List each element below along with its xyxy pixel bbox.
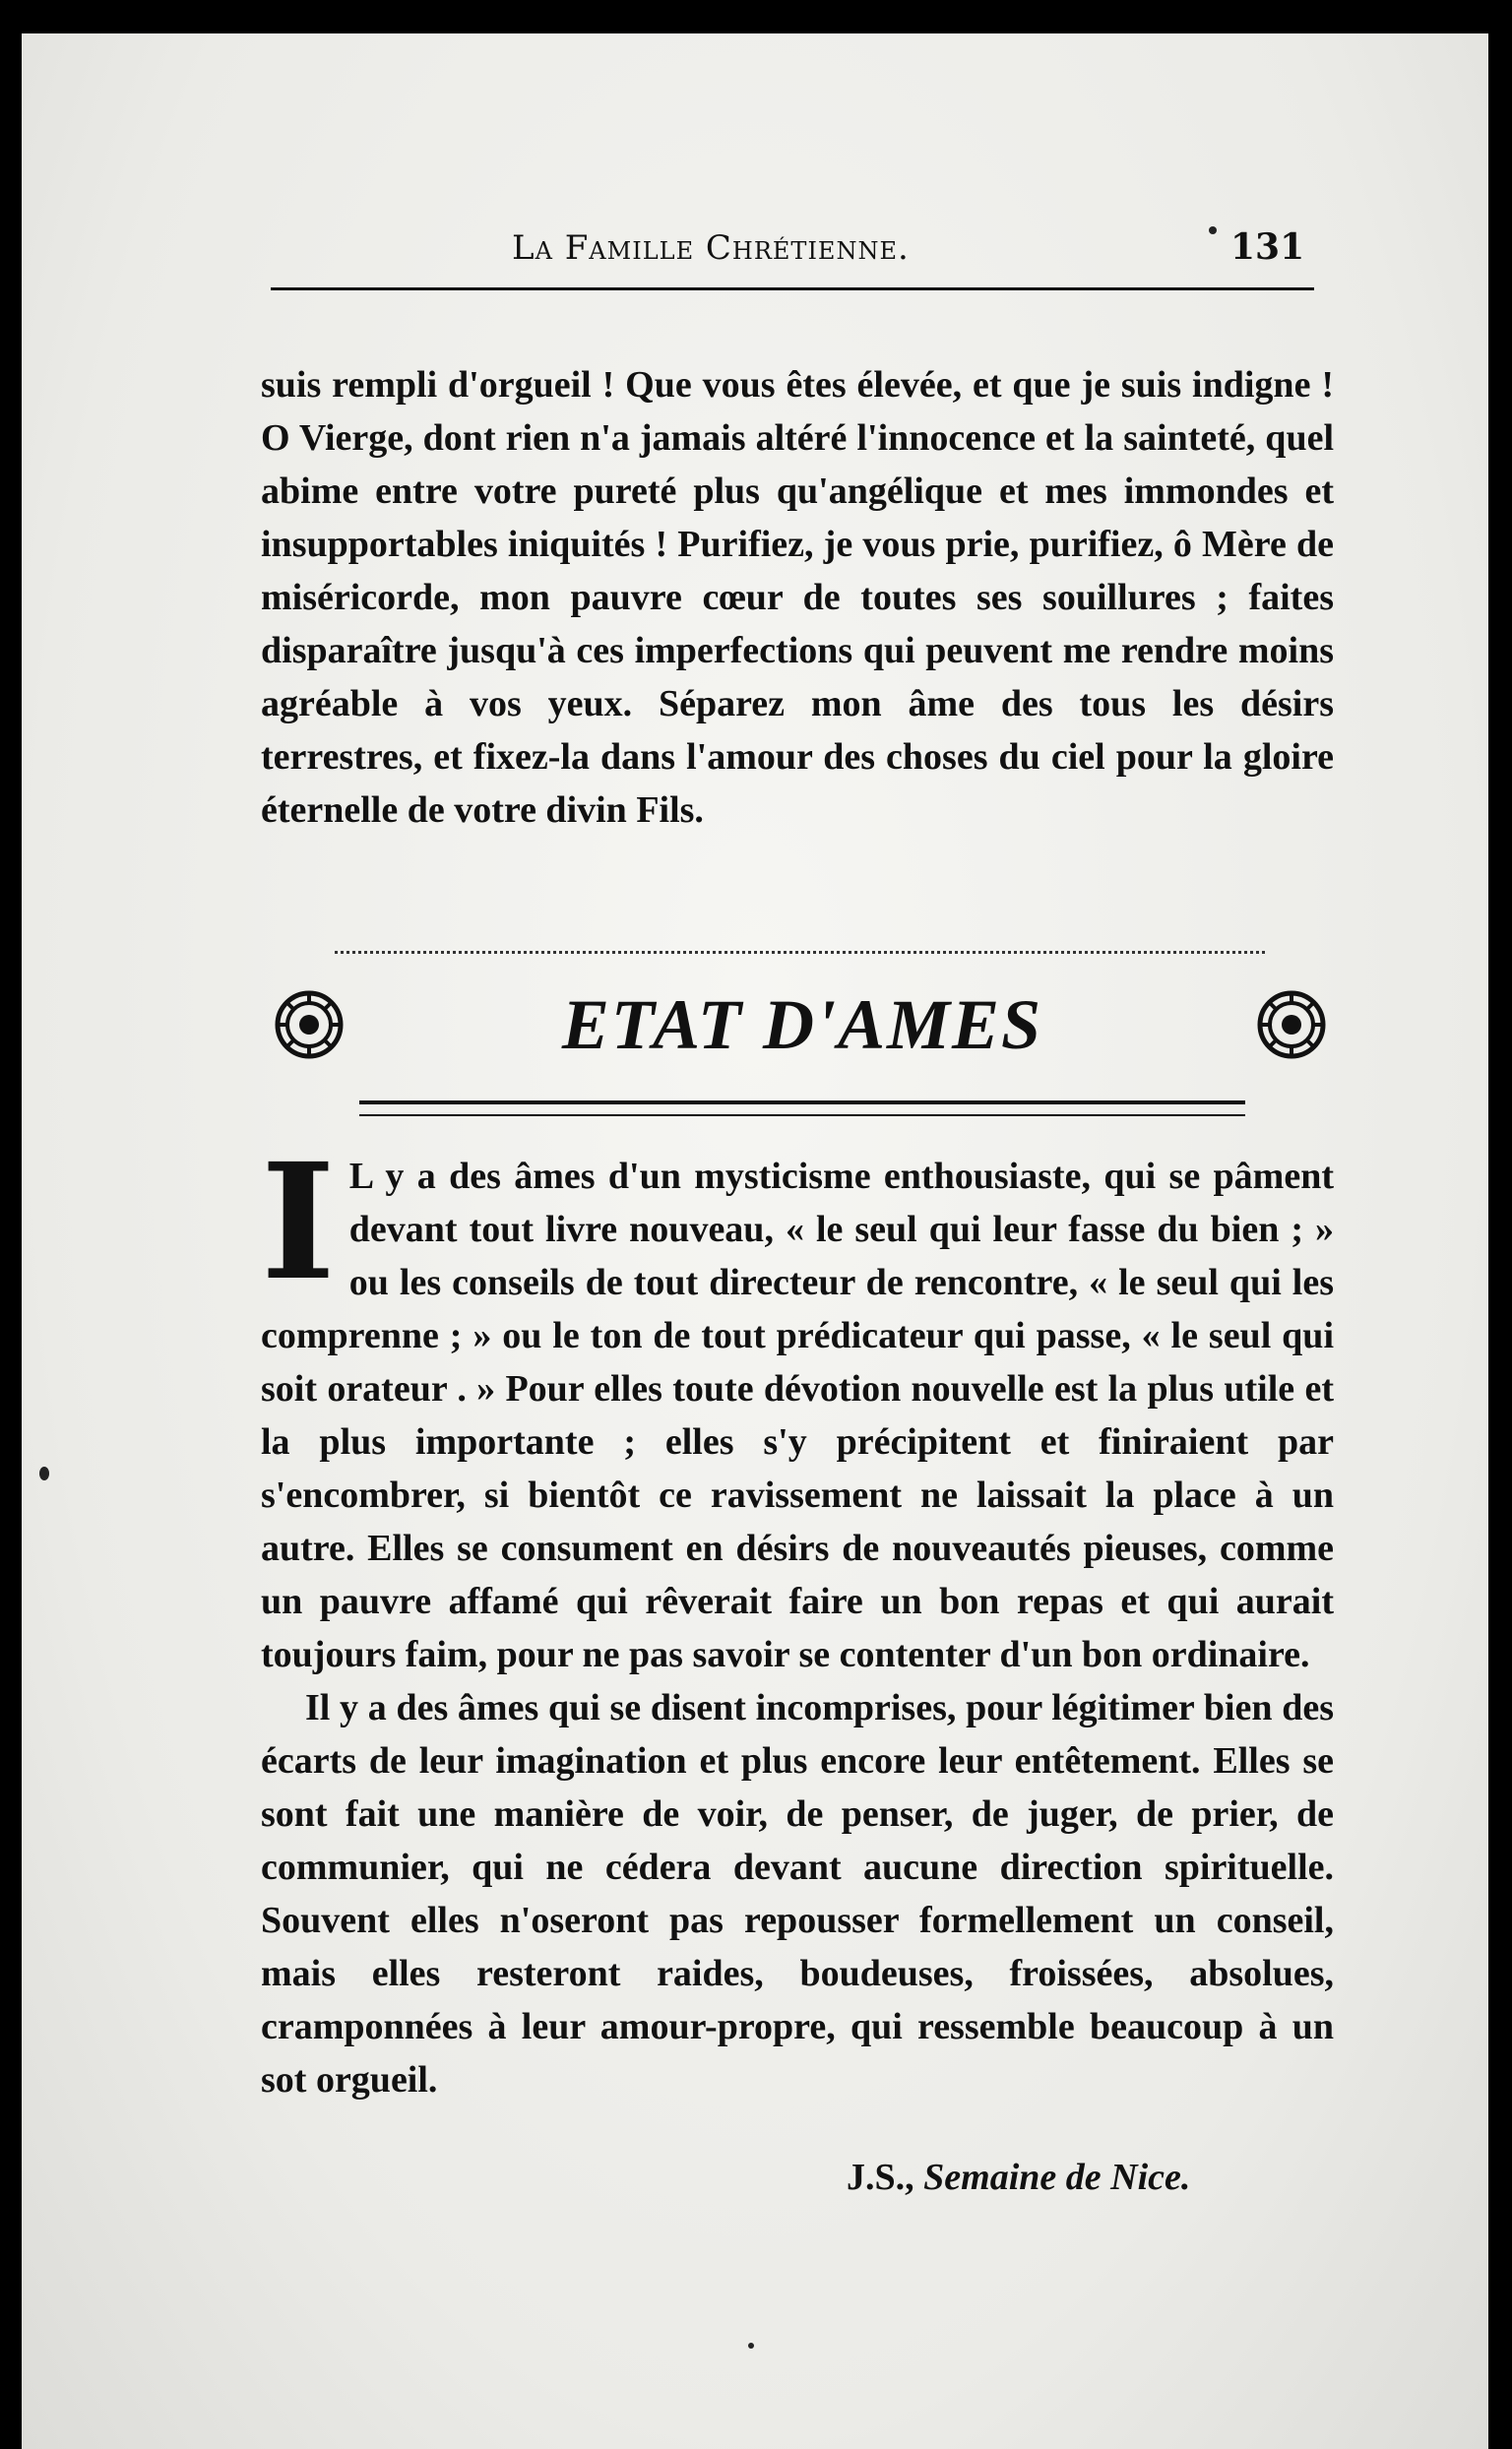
header-rule [271, 287, 1314, 290]
signature-source: Semaine de Nice. [923, 2157, 1191, 2198]
article-body [261, 1129, 1334, 2106]
article-paragraph [261, 1129, 1334, 1681]
running-title: La Famille Chrétienne. [512, 228, 910, 268]
rosette-ornament-icon [274, 989, 345, 1060]
section-divider-bottom [359, 1100, 1245, 1116]
drop-cap: I [261, 1129, 336, 1316]
section-title: ETAT D'AMES [561, 985, 1043, 1064]
article-paragraph-text: L y a des âmes d'un mysticisme enthousiaste, qui se pâment devant tout livre nouveau, « le seul qui leur fasse du bien ; » ou les conseils de tout directeur de rencontre, « le seul qui les comprenne ; » ou le ton de tout prédicateur qui passe, « le seul qui soit orateur . » Pour elles toute dévotion nouvelle est la plus utile et la plus importante ; elles s'y précipitent et finiraient par s'encombrer, si bientôt ce ravissement ne laissait la place à un autre. Elles se consument en désirs de nouveautés pieuses, comme un pauvre affamé qui rêverait faire un bon repas et qui aurait toujours faim, pour ne pas savoir se contenter d'un bon ordinaire. [261, 1156, 1334, 1675]
signature-author: J.S., [847, 2157, 914, 2198]
article-paragraph: Il y a des âmes qui se disent incomprises, pour légitimer bien des écarts de leur imagination et plus encore leur entêtement. Elles se sont fait une manière de voir, de penser, de juger, de prier, de communier, qui ne cédera devant aucune direction spirituelle. Souvent elles n'oseront pas repousser formellement un conseil, mais elles resteront raides, boudeuses, froissées, absolues, cramponnées à leur amour-propre, qui ressemble beaucoup à un sot orgueil. [261, 1687, 1334, 2101]
section-divider-top [335, 951, 1265, 957]
print-speck [1209, 226, 1217, 234]
page-number: 131 [1230, 226, 1305, 268]
print-speck [748, 2343, 754, 2349]
top-paragraph: suis rempli d'orgueil ! Que vous êtes élevée, et que je suis indigne ! O Vierge, dont rien n'a jamais altéré l'innocence et la sainteté, quel abime entre votre pureté plus qu'angélique et mes immondes et insupportables iniquités ! Purifiez, je vous prie, purifiez, ô Mère de miséricorde, mon pauvre cœur de toutes ses souillures ; faites disparaître jusqu'à ces imperfections qui peuvent me rendre moins agréable à vos yeux. Séparez mon âme des tous les désirs terrestres, et fixez-la dans l'amour des choses du ciel pour la gloire éternelle de votre divin Fils. [261, 364, 1334, 831]
rosette-ornament-icon [1256, 989, 1327, 1060]
print-speck [39, 1467, 49, 1480]
signature [847, 2156, 1190, 2199]
